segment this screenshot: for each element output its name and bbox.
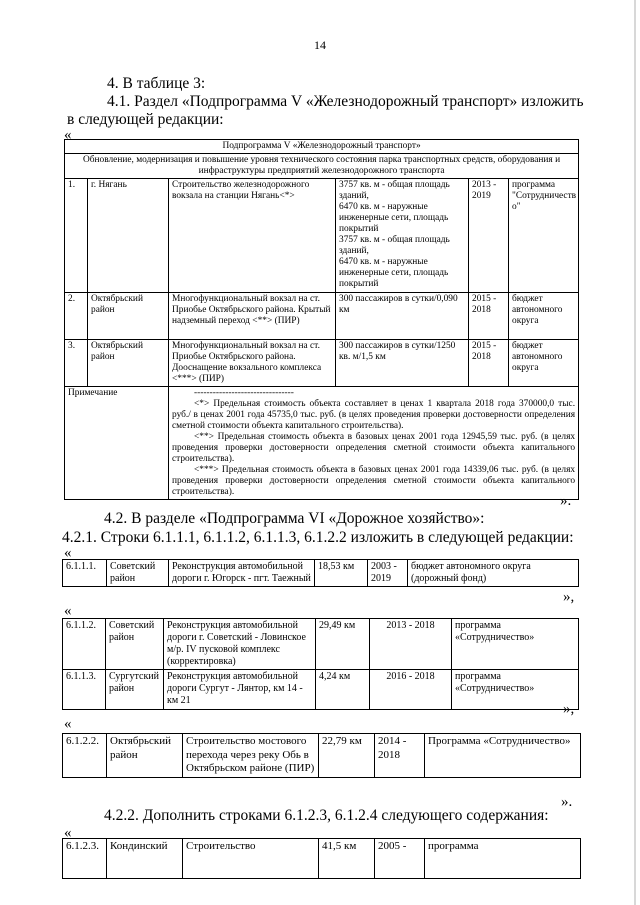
note-text <box>169 387 579 500</box>
row-number: 2. <box>65 293 88 340</box>
row-number: 1. <box>65 179 88 293</box>
item-4-2-heading: 4.2. В разделе «Подпрограмма VI «Дорожное хозяйство»: <box>104 510 485 527</box>
row-object: Реконструкция автомобильной дороги Сургут - Лянтор, км 14 - км 21 <box>164 670 316 710</box>
table-road-6123 <box>62 838 581 879</box>
row-source: программа <box>425 839 581 879</box>
table-road-6112-6113 <box>62 618 579 710</box>
row-number: 3. <box>65 340 88 387</box>
row-length: 22,79 км <box>319 734 375 778</box>
table-subtitle: Обновление, модернизация и повышение уровня технического состояния парка транспортных средств, оборудования и инфраструктуры предприятий железнодорожного транспорта <box>65 154 579 179</box>
row-source: программа «Сотрудничество» <box>452 670 579 710</box>
row-number: 6.1.1.2. <box>63 619 106 670</box>
row-number: 6.1.2.3. <box>63 839 107 879</box>
row-object: Многофункциональный вокзал на ст. Приобье Октябрьского района. Крытый надземный переход <**> (ПИР) <box>169 293 336 340</box>
item-4-1-line1: 4.1. Раздел «Подпрограмма V «Железнодорожный транспорт» изложить <box>107 93 584 110</box>
table-row <box>63 560 579 587</box>
row-years: 2005 - <box>375 839 425 879</box>
row-source: бюджет автономного округа <box>509 340 579 387</box>
table-row <box>63 734 581 778</box>
row-years: 2003 - 2019 <box>368 560 408 587</box>
row-object: Строительство железнодорожного вокзала на станции Нягань<*> <box>169 179 336 293</box>
row-capacity: 300 пассажиров в сутки/1250 кв. м/1,5 км <box>336 340 469 387</box>
scan-edge <box>634 0 636 905</box>
note-rule: -------------------------------- <box>194 388 294 398</box>
row-district: Советский район <box>107 560 169 587</box>
row-district: г. Нягань <box>88 179 169 293</box>
row-source: Программа «Сотрудничество» <box>425 734 581 778</box>
note-2: <**> Предельная стоимость объекта в базовых ценах 2001 года 12945,59 тыс. руб. (в целях проведения проверки достоверности определения сметной стоимости объекта капитального строительства). <box>172 432 576 464</box>
row-district: Кондинский <box>107 839 183 879</box>
table-note-row <box>65 387 579 500</box>
item-4-2-1-heading: 4.2.1. Строки 6.1.1.1, 6.1.1.2, 6.1.1.3, 6.1.2.2 изложить в следующей редакции: <box>62 529 574 546</box>
row-number: 6.1.1.1. <box>63 560 107 587</box>
table-row <box>63 670 579 710</box>
row-object: Реконструкция автомобильной дороги г. Советский - Ловинское м/р. IV пусковой комплекс (корректировка) <box>164 619 316 670</box>
close-quote-4: ». <box>561 794 573 810</box>
row-object: Многофункциональный вокзал на ст. Приобье Октябрьского района. Дооснащение вокзального комплекса <***> (ПИР) <box>169 340 336 387</box>
row-district: Сургутский район <box>106 670 164 710</box>
table-road-6111 <box>62 559 579 587</box>
row-source: бюджет автономного округа (дорожный фонд) <box>408 560 579 587</box>
table-row <box>65 340 579 387</box>
row-length: 41,5 км <box>319 839 375 879</box>
table-road-6122 <box>62 733 581 778</box>
open-quote-4: « <box>64 716 72 732</box>
row-years: 2013 - 2018 <box>370 619 452 670</box>
page-number: 14 <box>314 38 326 52</box>
row-length: 4,24 км <box>316 670 370 710</box>
row-years: 2015 - 2018 <box>469 340 509 387</box>
row-object: Реконструкция автомобильной дороги г. Югорск - пгт. Таежный <box>169 560 315 587</box>
open-quote-3: « <box>64 603 72 619</box>
row-district: Октябрьский район <box>107 734 183 778</box>
row-years: 2013 - 2019 <box>469 179 509 293</box>
row-length: 18,53 км <box>315 560 368 587</box>
row-years: 2016 - 2018 <box>370 670 452 710</box>
open-quote-2: « <box>64 545 72 561</box>
table-row <box>63 619 579 670</box>
table-title: Подпрограмма V «Железнодорожный транспорт» <box>65 140 579 154</box>
row-district: Советский район <box>106 619 164 670</box>
table-row <box>65 293 579 340</box>
table-row <box>65 179 579 293</box>
row-source: программа "Сотрудничеств о" <box>509 179 579 293</box>
row-capacity: 300 пассажиров в сутки/0,090 км <box>336 293 469 340</box>
item-4-heading: 4. В таблице 3: <box>107 75 206 92</box>
row-source: бюджет автономного округа <box>509 293 579 340</box>
row-number: 6.1.1.3. <box>63 670 106 710</box>
row-source: программа «Сотрудничество» <box>452 619 579 670</box>
row-capacity: 3757 кв. м - общая площадь зданий, 6470 кв. м - наружные инженерные сети, площадь покрытий 3757 кв. м - общая площадь зданий, 6470 кв. м - наружные инженерные сети, площадь покрытий <box>336 179 469 293</box>
open-quote: « <box>64 127 72 143</box>
table-row <box>63 839 581 879</box>
row-district: Октябрьский район <box>88 293 169 340</box>
open-quote-5: « <box>64 825 72 841</box>
close-quote-1: ». <box>560 493 572 509</box>
row-years: 2015 - 2018 <box>469 293 509 340</box>
close-quote-2: », <box>563 589 575 605</box>
row-years: 2014 - 2018 <box>375 734 425 778</box>
item-4-2-2-heading: 4.2.2. Дополнить строками 6.1.2.3, 6.1.2.4 следующего содержания: <box>104 807 549 824</box>
row-object: Строительство мостового перехода через реку Обь в Октябрьском районе (ПИР) <box>183 734 319 778</box>
item-4-1-line2: в следующей редакции: <box>67 111 224 128</box>
row-length: 29,49 км <box>316 619 370 670</box>
row-object: Строительство <box>183 839 319 879</box>
row-number: 6.1.2.2. <box>63 734 107 778</box>
note-label: Примечание <box>65 387 169 500</box>
note-3: <***> Предельная стоимость объекта в базовых ценах 2001 года 14339,06 тыс. руб. (в целях проведения проверки достоверности определения сметной стоимости объекта капитального строительства). <box>172 465 576 497</box>
table-railway <box>64 139 579 500</box>
row-district: Октябрьский район <box>88 340 169 387</box>
note-1: <*> Предельная стоимость объекта составляет в ценах 1 квартала 2018 года 370000,0 тыс. руб./ в ценах 2001 года 45735,0 тыс. руб. (в целях проведения проверки достоверности определения сметной стоимости объекта капитального строительства). <box>172 399 576 431</box>
close-quote-3: », <box>563 701 575 717</box>
